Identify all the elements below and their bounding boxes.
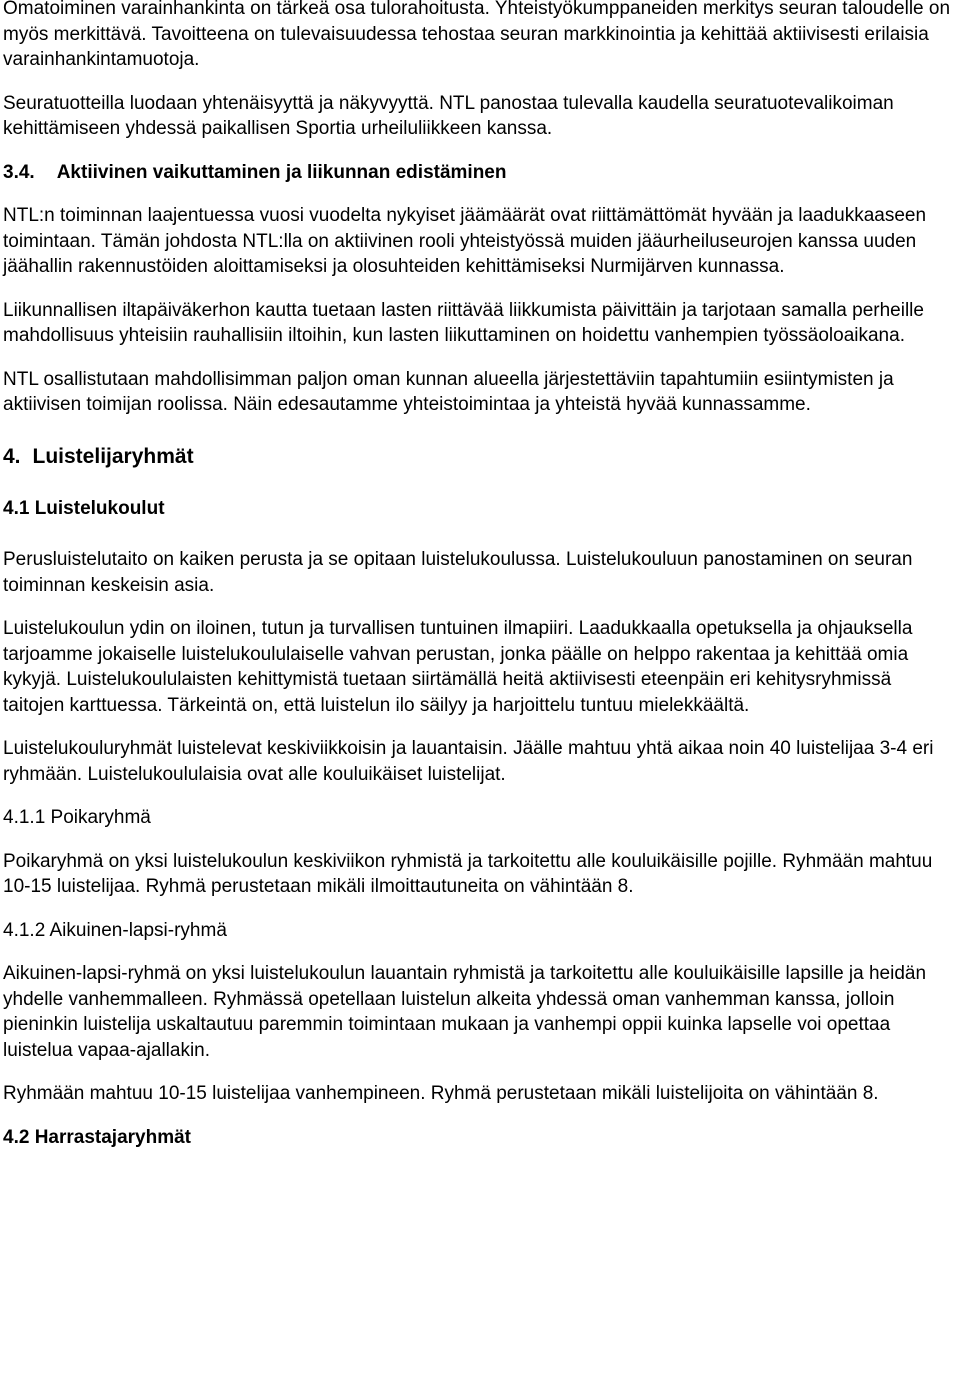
section-heading-4-1-1: 4.1.1 Poikaryhmä (3, 807, 151, 828)
intro-paragraph-2: Seuratuotteilla luodaan yhtenäisyyttä ja näkyvyyttä. NTL panostaa tulevalla kaudella seuratuotevalikoiman kehittämiseen yhdessä paikallisen Sportia urheiluliikkeen kanssa. (3, 92, 894, 139)
section-4-1-1-paragraph-1: Poikaryhmä on yksi luistelukoulun keskiviikon ryhmistä ja tarkoitettu alle kouluikäisille pojille. Ryhmään mahtuu 10-15 luistelijaa. Ryhmä perustetaan mikäli ilmoittautuneita on vähintään 8. (3, 850, 933, 897)
section-heading-4-2: 4.2 Harrastajaryhmät (3, 1126, 191, 1148)
section-4-1-2-paragraph-2: Ryhmään mahtuu 10-15 luistelijaa vanhempineen. Ryhmä perustetaan mikäli luistelijoita on vähintään 8. (3, 1083, 879, 1104)
section-4-1-2-paragraph-1: Aikuinen-lapsi-ryhmä on yksi luistelukoulun lauantain ryhmistä ja tarkoitettu alle kouluikäisille lapsille ja heidän yhdelle vanhemmalleen. Ryhmässä opetellaan luistelun alkeita yhdessä oman vanhemman kanssa, jolloin pieninkin luistelija uskaltautuu paremmin toimintaan mukaan ja vanhempi oppii kuinka lapselle voi opettaa luistelua vapaa-ajallakin. (3, 963, 927, 1061)
section-heading-4-1-2: 4.1.2 Aikuinen-lapsi-ryhmä (3, 919, 227, 941)
section-4-1-paragraph-3: Luistelukouluryhmät luistelevat keskiviikkoisin ja lauantaisin. Jäälle mahtuu yhtä aikaa noin 40 luistelijaa 3-4 eri ryhmään. Luistelukoululaisia ovat alle kouluikäiset luistelijat. (3, 738, 934, 785)
section-3-4-paragraph-3: NTL osallistutaan mahdollisimman paljon oman kunnan alueella järjestettäviin tapahtumiin esiintymisten ja aktiivisen toimijan roolissa. Näin edesautamme yhteistoimintaa ja yhteistä hyvää kunnassamme. (3, 368, 894, 415)
section-title: Luistelijaryhmät (32, 444, 194, 468)
section-heading-3-4 (3, 160, 957, 186)
intro-paragraph-1: Omatoiminen varainhankinta on tärkeä osa tulorahoitusta. Yhteistyökumppaneiden merkitys seuran taloudelle on myös merkittävä. Tavoitteena on tulevaisuudessa tehostaa seuran markkinointia ja kehittää aktiivisesti erilaisia varainhankintamuotoja. (3, 0, 951, 70)
section-3-4-paragraph-1: NTL:n toiminnan laajentuessa vuosi vuodelta nykyiset jäämäärät ovat riittämättömät hyvään ja laadukkaaseen toimintaan. Tämän johdosta NTL:lla on aktiivinen rooli yhteistyössä muiden jääurheiluseurojen kanssa uuden jäähallin rakennustöiden aloittamiseksi ja olosuhteiden kehittämiseksi Nurmijärven kunnassa. (3, 205, 927, 277)
section-heading-4-1: 4.1 Luistelukoulut (3, 497, 165, 519)
section-3-4-paragraph-2: Liikunnallisen iltapäiväkerhon kautta tuetaan lasten riittävää liikkumista päivittäin ja tarjotaan samalla perheille mahdollisuus yhteisiin rauhallisiin iltoihin, kun lasten liikuttaminen on hoidettu vanhempien työssäoloaikana. (3, 299, 924, 346)
document-page (3, 0, 957, 1150)
section-title: Aktiivinen vaikuttaminen ja liikunnan edistäminen (56, 161, 507, 183)
section-4-1-paragraph-1: Perusluistelutaito on kaiken perusta ja se opitaan luistelukoulussa. Luistelukouluun panostaminen on seuran toiminnan keskeisin asia. (3, 549, 913, 596)
section-number: 4. (3, 444, 21, 468)
section-4-1-paragraph-2: Luistelukoulun ydin on iloinen, tutun ja turvallisen tuntuinen ilmapiiri. Laadukkaalla opetuksella ja ohjauksella tarjoamme jokaiselle luistelukoululaiselle vahvan perustan, jonka päälle on helppo rakentaa ja kehittää omia kykyjä. Luistelukoululaisten kehittymistä tuetaan siirtämällä heitä aktiivisesti eteenpäin eri kehitysryhmissä taitojen karttuessa. Tärkeintä on, että luistelun ilo säilyy ja harjoittelu tuntuu mielekkäältä. (3, 618, 913, 716)
section-heading-4 (3, 444, 957, 470)
section-number: 3.4. (3, 161, 35, 183)
